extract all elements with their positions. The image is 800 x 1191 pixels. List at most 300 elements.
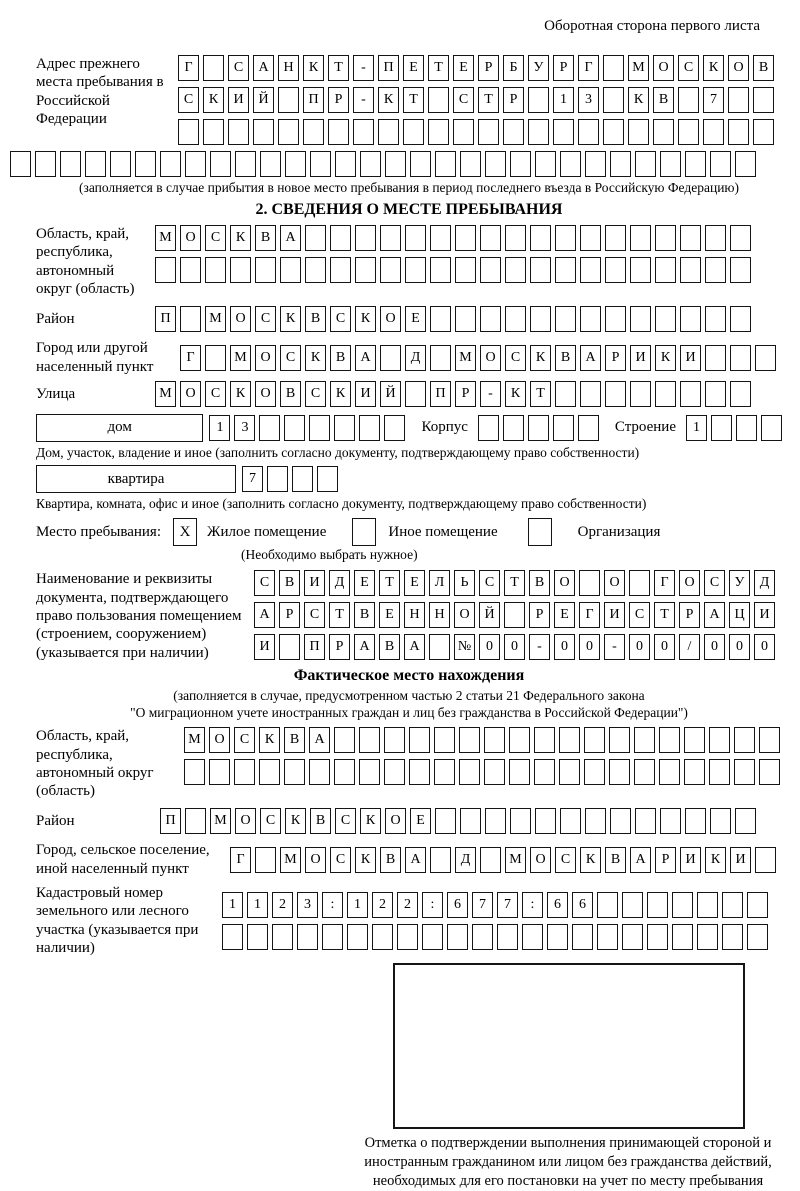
char-box[interactable] [384,415,405,441]
char-box[interactable]: К [355,306,376,332]
char-box[interactable]: К [285,808,306,834]
char-box[interactable] [459,759,480,785]
char-box[interactable]: 3 [297,892,318,918]
char-box[interactable] [555,381,576,407]
char-box[interactable] [384,759,405,785]
char-box[interactable]: Т [478,87,499,113]
char-box[interactable]: О [604,570,625,596]
char-box[interactable]: И [355,381,376,407]
char-box[interactable] [528,415,549,441]
char-box[interactable]: П [430,381,451,407]
char-box[interactable] [705,257,726,283]
char-box[interactable]: С [453,87,474,113]
char-box[interactable]: Е [453,55,474,81]
char-box[interactable] [455,306,476,332]
char-box[interactable] [705,381,726,407]
char-box[interactable] [659,727,680,753]
char-box[interactable] [203,55,224,81]
char-box[interactable]: Т [428,55,449,81]
char-box[interactable] [185,151,206,177]
char-box[interactable] [397,924,418,950]
char-box[interactable] [730,306,751,332]
char-box[interactable] [503,119,524,145]
char-box[interactable] [684,759,705,785]
char-box[interactable]: В [280,381,301,407]
char-box[interactable]: К [505,381,526,407]
char-box[interactable]: К [305,345,326,371]
char-box[interactable]: 2 [372,892,393,918]
char-box[interactable] [405,225,426,251]
char-box[interactable] [755,345,776,371]
char-box[interactable]: К [280,306,301,332]
char-box[interactable] [430,847,451,873]
char-box[interactable]: Н [429,602,450,628]
char-box[interactable] [435,808,456,834]
char-box[interactable]: А [405,847,426,873]
char-box[interactable] [522,924,543,950]
char-box[interactable]: 0 [579,634,600,660]
char-box[interactable]: О [653,55,674,81]
char-box[interactable] [510,151,531,177]
char-box[interactable] [610,151,631,177]
char-box[interactable]: 0 [479,634,500,660]
char-box[interactable] [180,306,201,332]
char-box[interactable] [380,257,401,283]
char-box[interactable] [259,759,280,785]
char-box[interactable]: - [353,87,374,113]
char-box[interactable]: 2 [272,892,293,918]
char-box[interactable] [505,225,526,251]
char-box[interactable] [460,808,481,834]
char-box[interactable] [553,415,574,441]
char-box[interactable]: - [480,381,501,407]
char-box[interactable] [203,119,224,145]
char-box[interactable]: О [209,727,230,753]
char-box[interactable]: И [228,87,249,113]
char-box[interactable]: С [228,55,249,81]
char-box[interactable] [534,727,555,753]
char-box[interactable] [297,924,318,950]
char-box[interactable] [460,151,481,177]
char-box[interactable]: К [378,87,399,113]
char-box[interactable]: К [705,847,726,873]
char-box[interactable]: : [422,892,443,918]
char-box[interactable]: Й [479,602,500,628]
char-box[interactable]: Р [655,847,676,873]
char-box[interactable]: П [160,808,181,834]
char-box[interactable] [280,257,301,283]
char-box[interactable] [597,924,618,950]
char-box[interactable]: Р [503,87,524,113]
char-box[interactable] [135,151,156,177]
char-box[interactable]: О [728,55,749,81]
char-box[interactable] [705,225,726,251]
char-box[interactable] [497,924,518,950]
char-box[interactable]: О [305,847,326,873]
char-box[interactable] [722,924,743,950]
char-box[interactable] [234,759,255,785]
char-box[interactable] [722,892,743,918]
char-box[interactable]: 1 [686,415,707,441]
char-box[interactable] [409,727,430,753]
char-box[interactable] [429,634,450,660]
char-box[interactable] [428,87,449,113]
char-box[interactable]: Н [278,55,299,81]
char-box[interactable] [359,759,380,785]
char-box[interactable]: 6 [447,892,468,918]
char-box[interactable] [555,257,576,283]
char-box[interactable] [755,847,776,873]
char-box[interactable]: Т [654,602,675,628]
char-box[interactable]: В [305,306,326,332]
char-box[interactable] [705,345,726,371]
char-box[interactable]: Р [553,55,574,81]
char-box[interactable] [255,257,276,283]
char-box[interactable]: 7 [703,87,724,113]
char-box[interactable] [605,225,626,251]
char-box[interactable]: О [230,306,251,332]
char-box[interactable] [603,87,624,113]
char-box[interactable] [284,415,305,441]
char-box[interactable] [579,570,600,596]
char-box[interactable] [705,306,726,332]
char-box[interactable] [535,151,556,177]
house-type-box[interactable]: дом [36,414,203,442]
char-box[interactable] [284,759,305,785]
char-box[interactable] [528,87,549,113]
char-box[interactable] [480,225,501,251]
char-box[interactable] [759,727,780,753]
char-box[interactable] [584,727,605,753]
char-box[interactable] [530,257,551,283]
char-box[interactable]: В [555,345,576,371]
char-box[interactable] [259,415,280,441]
stay-type-checkbox-other[interactable] [352,518,376,546]
char-box[interactable] [578,119,599,145]
char-box[interactable]: В [255,225,276,251]
char-box[interactable]: 0 [504,634,525,660]
char-box[interactable] [672,924,693,950]
char-box[interactable] [453,119,474,145]
char-box[interactable]: И [254,634,275,660]
char-box[interactable]: И [604,602,625,628]
char-box[interactable]: М [205,306,226,332]
char-box[interactable]: П [155,306,176,332]
char-box[interactable]: Т [403,87,424,113]
char-box[interactable]: И [304,570,325,596]
char-box[interactable] [761,415,782,441]
char-box[interactable]: К [580,847,601,873]
char-box[interactable]: - [353,55,374,81]
char-box[interactable] [328,119,349,145]
char-box[interactable]: Т [530,381,551,407]
char-box[interactable]: Р [529,602,550,628]
char-box[interactable] [559,759,580,785]
char-box[interactable] [655,225,676,251]
char-box[interactable] [572,924,593,950]
char-box[interactable]: Д [405,345,426,371]
char-box[interactable]: А [630,847,651,873]
char-box[interactable] [655,381,676,407]
char-box[interactable] [480,847,501,873]
char-box[interactable] [711,415,732,441]
char-box[interactable]: П [304,634,325,660]
char-box[interactable] [684,727,705,753]
char-box[interactable]: 0 [629,634,650,660]
char-box[interactable] [509,759,530,785]
char-box[interactable] [603,55,624,81]
char-box[interactable]: К [530,345,551,371]
char-box[interactable]: 6 [572,892,593,918]
char-box[interactable] [628,119,649,145]
char-box[interactable] [403,119,424,145]
char-box[interactable]: 1 [347,892,368,918]
char-box[interactable] [334,415,355,441]
char-box[interactable] [505,306,526,332]
char-box[interactable]: Б [503,55,524,81]
char-box[interactable] [580,306,601,332]
char-box[interactable] [609,759,630,785]
char-box[interactable]: Е [379,602,400,628]
char-box[interactable] [734,727,755,753]
char-box[interactable]: Д [754,570,775,596]
char-box[interactable]: М [455,345,476,371]
char-box[interactable]: Й [253,87,274,113]
char-box[interactable] [555,225,576,251]
char-box[interactable]: О [255,345,276,371]
char-box[interactable]: С [704,570,725,596]
char-box[interactable] [585,808,606,834]
char-box[interactable] [634,727,655,753]
char-box[interactable]: Н [404,602,425,628]
char-box[interactable]: А [253,55,274,81]
char-box[interactable]: С [304,602,325,628]
char-box[interactable] [485,151,506,177]
char-box[interactable] [730,225,751,251]
char-box[interactable]: О [530,847,551,873]
char-box[interactable]: И [630,345,651,371]
char-box[interactable] [635,151,656,177]
char-box[interactable]: Л [429,570,450,596]
char-box[interactable]: Т [329,602,350,628]
char-box[interactable]: К [330,381,351,407]
char-box[interactable] [235,151,256,177]
char-box[interactable]: В [653,87,674,113]
char-box[interactable] [10,151,31,177]
char-box[interactable] [285,151,306,177]
char-box[interactable]: Е [403,55,424,81]
char-box[interactable] [710,151,731,177]
char-box[interactable] [697,924,718,950]
char-box[interactable]: В [310,808,331,834]
char-box[interactable] [372,924,393,950]
char-box[interactable] [430,225,451,251]
char-box[interactable] [730,257,751,283]
char-box[interactable] [434,759,455,785]
char-box[interactable]: О [255,381,276,407]
char-box[interactable]: Т [328,55,349,81]
char-box[interactable]: С [255,306,276,332]
char-box[interactable] [736,415,757,441]
char-box[interactable]: С [678,55,699,81]
char-box[interactable]: В [379,634,400,660]
char-box[interactable] [697,892,718,918]
char-box[interactable] [647,892,668,918]
char-box[interactable]: К [703,55,724,81]
char-box[interactable]: Ь [454,570,475,596]
char-box[interactable] [709,727,730,753]
char-box[interactable]: С [335,808,356,834]
char-box[interactable]: : [522,892,543,918]
char-box[interactable]: Й [380,381,401,407]
char-box[interactable] [510,808,531,834]
char-box[interactable]: О [385,808,406,834]
char-box[interactable]: Г [178,55,199,81]
char-box[interactable]: И [680,345,701,371]
char-box[interactable]: Д [329,570,350,596]
char-box[interactable] [222,924,243,950]
char-box[interactable]: 0 [554,634,575,660]
char-box[interactable] [359,727,380,753]
char-box[interactable]: М [210,808,231,834]
char-box[interactable] [622,924,643,950]
char-box[interactable]: С [234,727,255,753]
char-box[interactable] [253,119,274,145]
char-box[interactable]: М [230,345,251,371]
char-box[interactable] [422,924,443,950]
char-box[interactable]: О [235,808,256,834]
char-box[interactable] [678,119,699,145]
char-box[interactable]: О [679,570,700,596]
char-box[interactable] [735,808,756,834]
char-box[interactable]: Г [579,602,600,628]
char-box[interactable]: 0 [729,634,750,660]
char-box[interactable] [279,634,300,660]
char-box[interactable] [85,151,106,177]
char-box[interactable] [330,257,351,283]
char-box[interactable]: И [754,602,775,628]
char-box[interactable] [680,306,701,332]
char-box[interactable] [730,345,751,371]
char-box[interactable]: С [205,381,226,407]
char-box[interactable] [534,759,555,785]
char-box[interactable] [405,257,426,283]
char-box[interactable]: Р [329,634,350,660]
char-box[interactable] [605,381,626,407]
char-box[interactable]: К [203,87,224,113]
char-box[interactable]: Е [404,570,425,596]
char-box[interactable]: М [155,381,176,407]
char-box[interactable]: У [729,570,750,596]
char-box[interactable]: № [454,634,475,660]
char-box[interactable] [455,225,476,251]
char-box[interactable]: С [305,381,326,407]
char-box[interactable] [359,415,380,441]
char-box[interactable] [584,759,605,785]
char-box[interactable]: С [629,602,650,628]
char-box[interactable] [409,759,430,785]
char-box[interactable] [278,119,299,145]
char-box[interactable] [334,727,355,753]
char-box[interactable]: 7 [472,892,493,918]
char-box[interactable] [747,924,768,950]
char-box[interactable] [230,257,251,283]
char-box[interactable]: К [230,381,251,407]
char-box[interactable] [585,151,606,177]
char-box[interactable] [160,151,181,177]
char-box[interactable] [384,727,405,753]
char-box[interactable] [485,808,506,834]
char-box[interactable] [185,808,206,834]
char-box[interactable]: А [404,634,425,660]
char-box[interactable] [303,119,324,145]
char-box[interactable]: Р [605,345,626,371]
char-box[interactable] [504,602,525,628]
char-box[interactable] [660,151,681,177]
char-box[interactable] [655,257,676,283]
char-box[interactable]: Е [354,570,375,596]
char-box[interactable]: М [155,225,176,251]
char-box[interactable]: 0 [754,634,775,660]
char-box[interactable]: У [528,55,549,81]
char-box[interactable] [360,151,381,177]
char-box[interactable]: П [378,55,399,81]
apartment-type-box[interactable]: квартира [36,465,236,493]
char-box[interactable] [335,151,356,177]
char-box[interactable]: С [254,570,275,596]
char-box[interactable] [603,119,624,145]
char-box[interactable] [547,924,568,950]
char-box[interactable]: В [330,345,351,371]
char-box[interactable]: А [355,345,376,371]
char-box[interactable] [535,808,556,834]
char-box[interactable]: К [655,345,676,371]
char-box[interactable] [205,345,226,371]
char-box[interactable] [278,87,299,113]
char-box[interactable] [680,257,701,283]
char-box[interactable] [634,759,655,785]
char-box[interactable] [310,151,331,177]
char-box[interactable]: - [529,634,550,660]
char-box[interactable] [322,924,343,950]
char-box[interactable]: А [580,345,601,371]
char-box[interactable]: А [254,602,275,628]
char-box[interactable]: Р [328,87,349,113]
char-box[interactable]: Ц [729,602,750,628]
char-box[interactable]: 1 [209,415,230,441]
char-box[interactable] [267,466,288,492]
char-box[interactable] [753,87,774,113]
char-box[interactable] [478,119,499,145]
char-box[interactable] [305,257,326,283]
char-box[interactable]: С [505,345,526,371]
char-box[interactable] [35,151,56,177]
char-box[interactable] [578,415,599,441]
char-box[interactable]: Г [180,345,201,371]
char-box[interactable] [710,808,731,834]
char-box[interactable]: О [454,602,475,628]
char-box[interactable]: В [279,570,300,596]
char-box[interactable] [580,381,601,407]
char-box[interactable]: В [753,55,774,81]
char-box[interactable] [609,727,630,753]
char-box[interactable]: 3 [234,415,255,441]
char-box[interactable]: Р [455,381,476,407]
char-box[interactable]: С [330,306,351,332]
char-box[interactable]: С [330,847,351,873]
char-box[interactable] [759,759,780,785]
char-box[interactable] [655,306,676,332]
